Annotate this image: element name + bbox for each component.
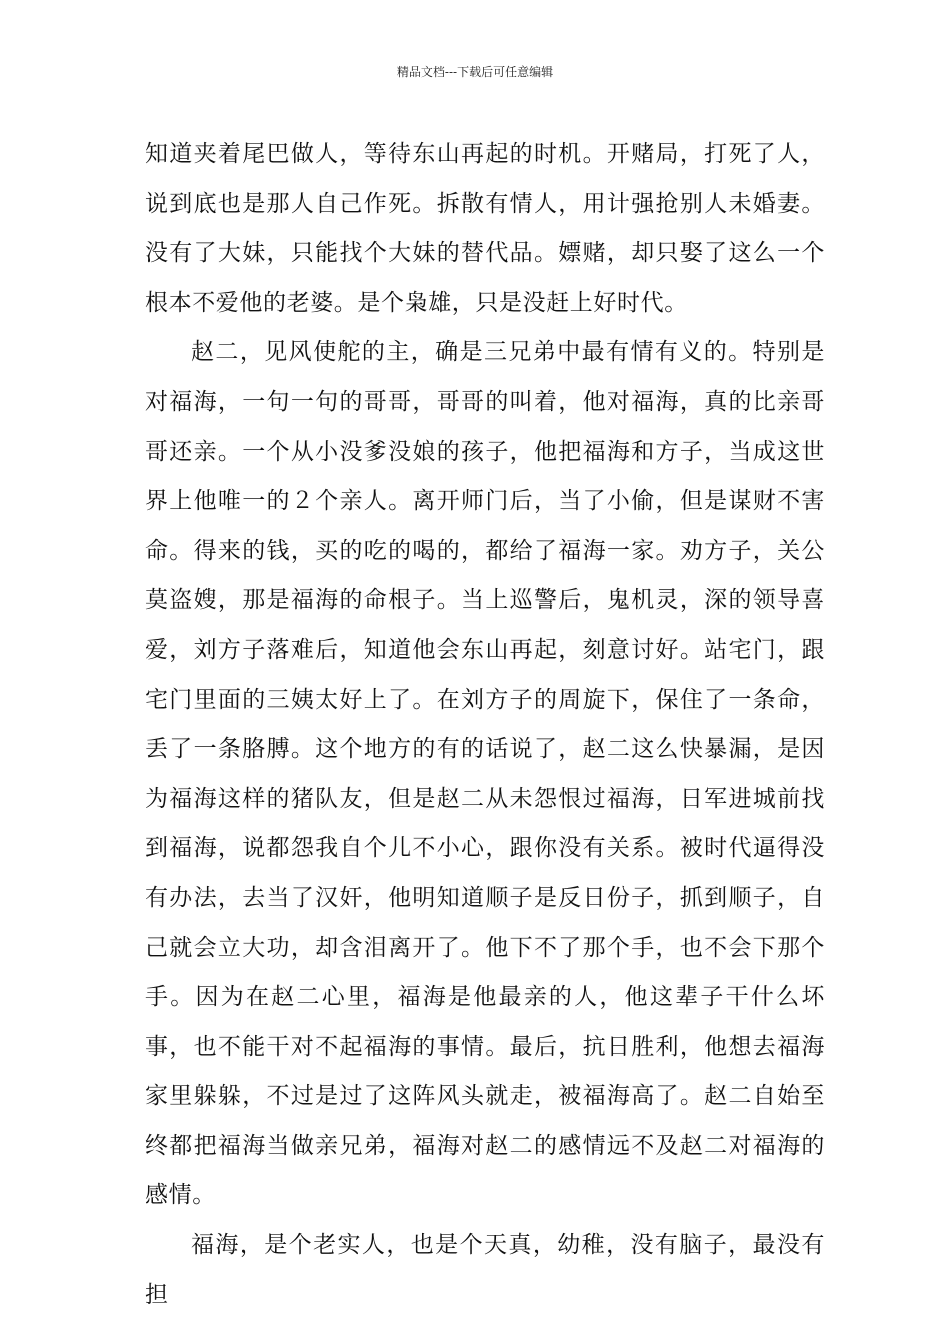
document-body xyxy=(145,130,825,1320)
paragraph-fuhai: 福海，是个老实人，也是个天真，幼稚，没有脑子，最没有担 xyxy=(145,1232,825,1308)
page-header: 精品文档---下载后可任意编辑 xyxy=(396,65,554,79)
paragraph-continued: 知道夹着尾巴做人，等待东山再起的时机。开赌局，打死了人，说到底也是那人自己作死。拆散有情人，用计强抢别人未婚妻。没有了大妹，只能找个大妹的替代品。嫖赌，却只娶了这么一个根本不爱他的老婆。是个枭雄，只是没赶上好时代。 xyxy=(145,141,825,316)
paragraph-zhao-er: 赵二，见风使舵的主，确是三兄弟中最有情有义的。特别是对福海，一句一句的哥哥，哥哥的叫着，他对福海，真的比亲哥哥还亲。一个从小没爹没娘的孩子，他把福海和方子，当成这世界上他唯一的２个亲人。离开师门后，当了小偷，但是谋财不害命。得来的钱，买的吃的喝的，都给了福海一家。劝方子，关公莫盗嫂，那是福海的命根子。当上巡警后，鬼机灵，深的领导喜爱，刘方子落难后，知道他会东山再起，刻意讨好。站宅门，跟宅门里面的三姨太好上了。在刘方子的周旋下，保住了一条命，丢了一条胳膊。这个地方的有的话说了，赵二这么快暴漏，是因为福海这样的猪队友，但是赵二从未怨恨过福海，日军进城前找到福海，说都怨我自个儿不小心，跟你没有关系。被时代逼得没有办法，去当了汉奸，他明知道顺子是反日份子，抓到顺子，自己就会立大功，却含泪离开了。他下不了那个手，也不会下那个手。因为在赵二心里，福海是他最亲的人，他这辈子干什么坏事，也不能干对不起福海的事情。最后，抗日胜利，他想去福海家里躲躲，不过是过了这阵风头就走，被福海高了。赵二自始至终都把福海当做亲兄弟，福海对赵二的感情远不及赵二对福海的感情。 xyxy=(145,339,825,1209)
